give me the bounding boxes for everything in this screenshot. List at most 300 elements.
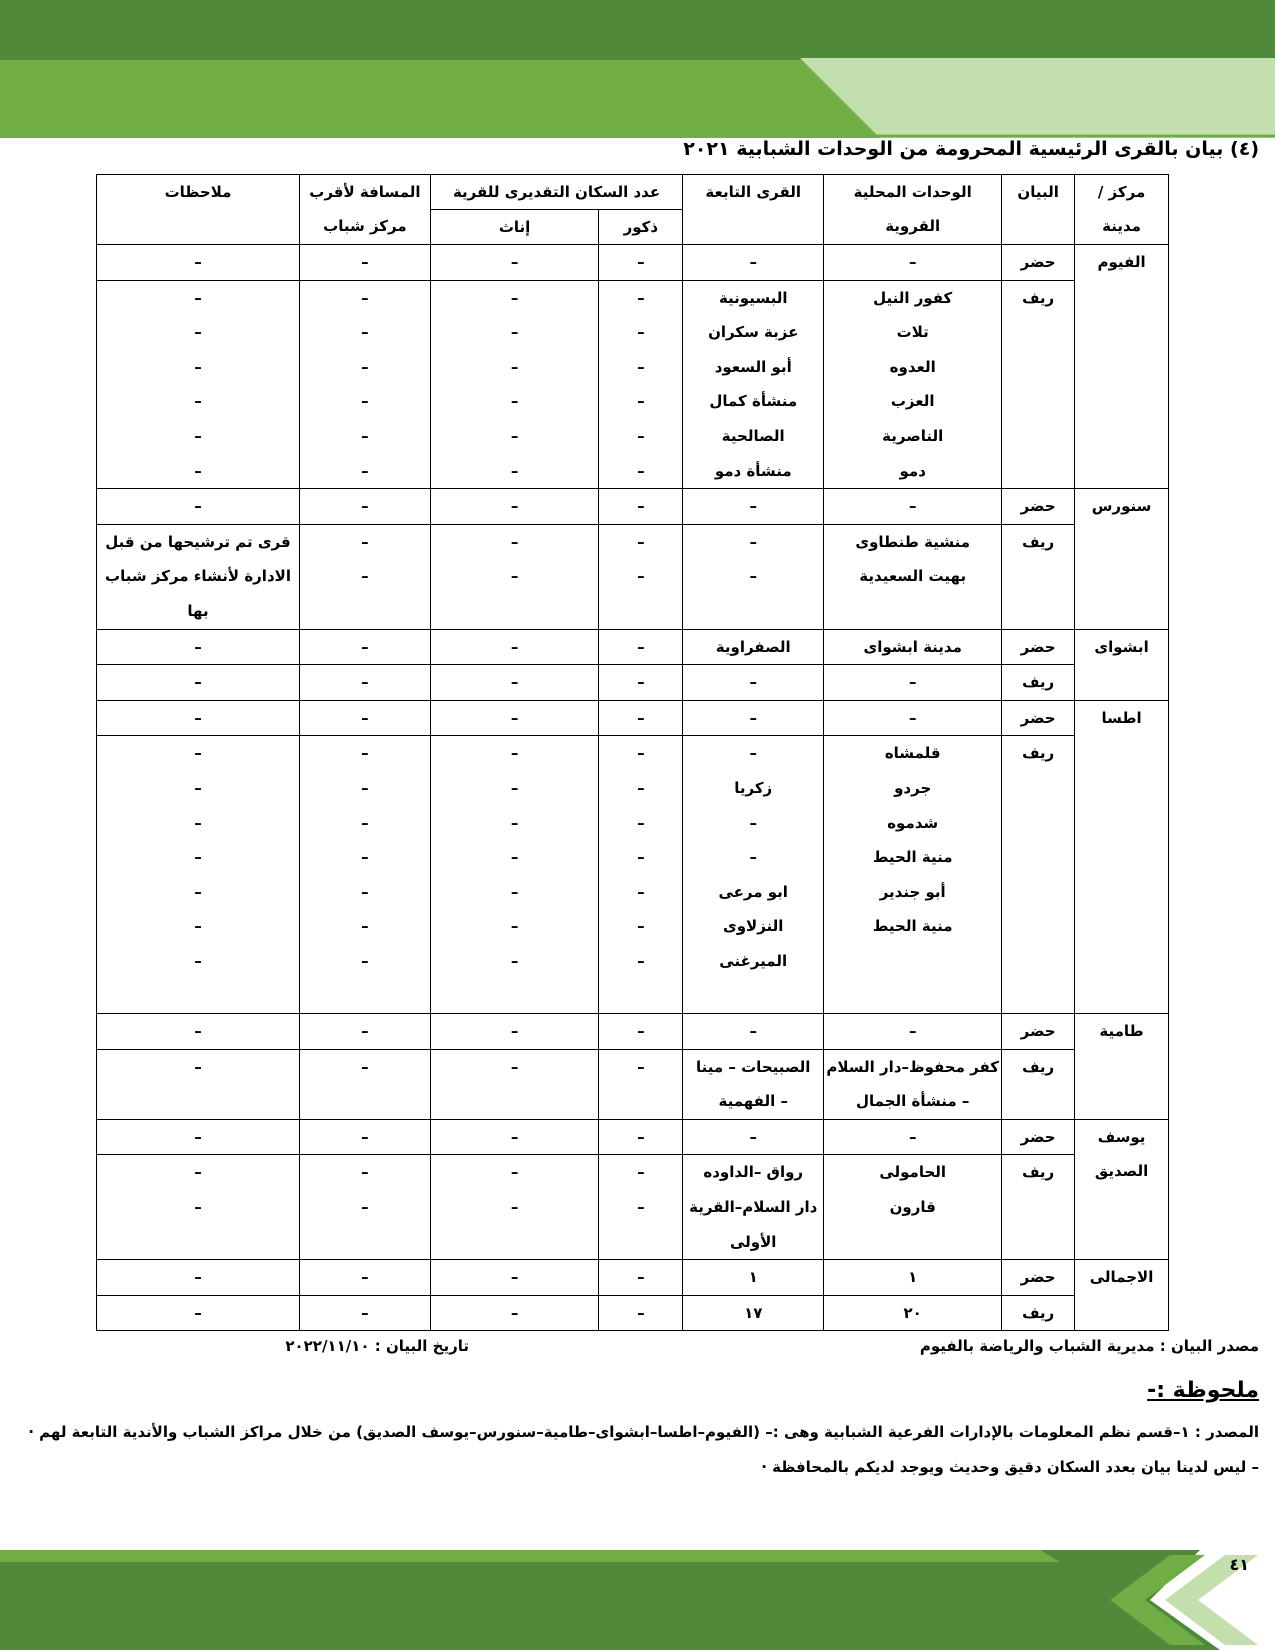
wahdat-cell (824, 489, 1002, 525)
notes-value: – (194, 392, 202, 411)
type-cell (1002, 700, 1075, 736)
markaz-name: الفيوم (1097, 253, 1146, 271)
masafa-cell (300, 489, 431, 525)
area-type: ريف (1022, 1057, 1055, 1076)
table-row (97, 280, 1169, 489)
notes-value: – (194, 1268, 202, 1287)
footer-banner (0, 1550, 1275, 1650)
qura-value: الميرغنى (719, 951, 788, 970)
markaz-cell (1075, 629, 1169, 700)
zukur-cell (599, 1295, 683, 1331)
qura-value: ابو مرعى (718, 882, 788, 901)
zukur-cell (599, 629, 683, 665)
inath-cell (430, 1049, 599, 1119)
qura-value: الصفراوية (715, 637, 791, 656)
qura-value: – (749, 744, 757, 763)
zukur-cell (599, 665, 683, 701)
type-cell (1002, 1260, 1075, 1296)
zukur-value: – (637, 532, 645, 551)
qura-value: – (749, 813, 757, 832)
type-cell (1002, 736, 1075, 1014)
inath-value: – (510, 1127, 519, 1146)
masafa-value: – (361, 882, 369, 901)
notes-cell (97, 1260, 300, 1296)
inath-cell (430, 524, 599, 629)
masafa-cell (300, 700, 431, 736)
masafa-value (300, 1225, 430, 1260)
wahdat-value: – (908, 673, 917, 692)
markaz-cell (1075, 489, 1169, 629)
qura-cell (683, 1295, 824, 1331)
wahdat-cell (824, 1119, 1002, 1155)
area-type: حضر (1020, 637, 1056, 656)
zukur-cell (599, 700, 683, 736)
qura-cell (683, 736, 824, 1014)
masafa-value: – (361, 392, 369, 411)
qura-value: – (749, 1127, 757, 1146)
zukur-value: – (637, 848, 645, 867)
wahdat-value (824, 978, 1001, 1013)
inath-cell (430, 665, 599, 701)
wahdat-cell (824, 1155, 1002, 1260)
notes-value: بها (187, 601, 209, 620)
notes-cell (97, 665, 300, 701)
masafa-cell (300, 1295, 431, 1331)
notes-cell (97, 1155, 300, 1260)
inath-cell (430, 736, 599, 1014)
notes-value: – (194, 917, 202, 936)
zukur-value: – (637, 917, 645, 936)
markaz-name: سنورس (1091, 497, 1152, 516)
qura-value: – (749, 848, 757, 867)
notes-value: – (194, 744, 202, 763)
wahdat-value: – (908, 253, 917, 271)
masafa-value (300, 978, 430, 1013)
wahdat-value: قارون (889, 1198, 936, 1217)
page-title: (٤) بيان بالقرى الرئيسية المحرومة من الوحدات الشبابية ٢٠٢١ (683, 138, 1259, 160)
qura-cell (683, 280, 824, 489)
inath-value: – (510, 288, 519, 307)
wahdat-value: مدينة ابشواى (863, 637, 962, 656)
markaz-name: يوسف (1097, 1127, 1146, 1146)
inath-cell (430, 700, 599, 736)
type-cell (1002, 524, 1075, 629)
inath-cell (430, 1260, 599, 1296)
qura-value: – (749, 497, 757, 516)
type-cell (1002, 1119, 1075, 1155)
zukur-value: – (637, 426, 645, 445)
qura-cell (683, 245, 824, 281)
notes-title: ملحوظة :- (1147, 1378, 1259, 1403)
inath-value: – (510, 1057, 519, 1076)
masafa-value: – (361, 288, 369, 307)
header-banner (0, 0, 1275, 138)
zukur-value: – (637, 1268, 645, 1287)
qura-cell (683, 524, 824, 629)
notes-cell (97, 736, 300, 1014)
notes-cell (97, 1295, 300, 1331)
notes-value: – (194, 673, 202, 692)
note-1: المصدر : ١–قسم نظم المعلومات بالإدارات الفرعية الشبابية وهى :– (الفيوم–اطسا–ابشواى–طامية–سنورس–يوسف الصديق) من خلال مراكز الشباب والأندية التابعة لهم · (28, 1423, 1259, 1441)
notes-cell (97, 524, 300, 629)
inath-value: – (510, 426, 519, 445)
markaz-name: الصديق (1094, 1162, 1149, 1181)
zukur-cell (599, 1155, 683, 1260)
table-row (97, 1155, 1169, 1260)
notes-cell (97, 1014, 300, 1050)
qura-value (683, 594, 823, 629)
notes-value: – (194, 951, 202, 970)
header-wahdat: الوحدات المحلية القروية (824, 175, 1002, 245)
table-row (97, 1260, 1169, 1296)
notes-value: – (194, 637, 202, 656)
notes-value: – (194, 778, 202, 797)
inath-cell (430, 489, 599, 525)
zukur-value (599, 594, 682, 629)
masafa-value (300, 594, 430, 629)
masafa-value: – (361, 673, 369, 692)
notes-value: – (194, 882, 202, 901)
type-cell (1002, 489, 1075, 525)
type-cell (1002, 1155, 1075, 1260)
inath-cell (430, 245, 599, 281)
notes-cell (97, 280, 300, 489)
zukur-value: – (637, 1303, 645, 1322)
zukur-value: – (637, 673, 645, 692)
inath-cell (430, 629, 599, 665)
masafa-value: – (361, 1303, 369, 1322)
header-qura: القرى التابعة (683, 175, 824, 245)
masafa-value: – (361, 951, 369, 970)
wahdat-value (824, 594, 1001, 629)
masafa-value: – (361, 744, 369, 763)
qura-value: الأولى (730, 1232, 777, 1251)
table-row (97, 1014, 1169, 1050)
masafa-value: – (361, 778, 369, 797)
qura-value: – (749, 532, 757, 551)
wahdat-value: ١ (908, 1268, 918, 1287)
notes-value: الادارة لأنشاء مركز شباب (105, 567, 291, 586)
qura-cell (683, 1049, 824, 1119)
qura-cell (683, 629, 824, 665)
wahdat-cell (824, 524, 1002, 629)
wahdat-value: – (908, 1127, 917, 1146)
wahdat-cell (824, 736, 1002, 1014)
source-text: مصدر البيان : مديرية الشباب والرياضة بالفيوم (919, 1337, 1259, 1355)
wahdat-value: دمو (899, 461, 926, 480)
qura-value: النزلاوى (722, 917, 784, 936)
notes-value: – (194, 1163, 202, 1182)
inath-cell (430, 1014, 599, 1050)
type-cell (1002, 280, 1075, 489)
markaz-cell (1075, 1260, 1169, 1331)
wahdat-value: شدموه (887, 813, 939, 832)
deprived-villages-table (96, 174, 1169, 1331)
masafa-value: – (361, 637, 369, 656)
header-sukkan: عدد السكان التقديرى للقرية (430, 175, 682, 210)
qura-value: – (749, 708, 757, 727)
zukur-value: – (637, 778, 645, 797)
qura-cell (683, 1260, 824, 1296)
masafa-value: – (361, 1163, 369, 1182)
masafa-value: – (361, 253, 369, 271)
qura-value: ١ (748, 1268, 758, 1287)
type-cell (1002, 1014, 1075, 1050)
table-row (97, 1119, 1169, 1155)
qura-value: أبو السعود (714, 357, 792, 376)
wahdat-value: كفر محفوظ–دار السلام (826, 1057, 999, 1076)
table-row (97, 736, 1169, 1014)
qura-value: عزبة سكران (708, 323, 799, 342)
notes-value: – (194, 1022, 202, 1041)
qura-cell (683, 700, 824, 736)
notes-value: – (194, 426, 202, 445)
wahdat-value: أبو جندير (879, 882, 946, 901)
zukur-value (599, 1225, 682, 1260)
inath-value (431, 1084, 599, 1119)
inath-value: – (510, 848, 519, 867)
notes-value: – (194, 357, 202, 376)
zukur-value: – (637, 708, 645, 727)
inath-value: – (510, 744, 519, 763)
wahdat-value: – (908, 708, 917, 727)
masafa-cell (300, 1014, 431, 1050)
zukur-value: – (637, 497, 645, 516)
note-2: – ليس لدينا بيان بعدد السكان دقيق وحديث ويوجد لديكم بالمحافظة · (761, 1458, 1259, 1476)
wahdat-value: العدوه (889, 357, 936, 376)
header-masafa: المسافة لأقرب مركز شباب (300, 175, 431, 245)
markaz-cell (1075, 700, 1169, 1013)
qura-value: منشأة كمال (709, 392, 798, 411)
notes-value: – (194, 813, 202, 832)
markaz-name: الاجمالى (1089, 1268, 1154, 1287)
notes-cell (97, 700, 300, 736)
inath-cell (430, 1119, 599, 1155)
area-type: حضر (1020, 253, 1056, 271)
wahdat-cell (824, 1014, 1002, 1050)
zukur-value: – (637, 1198, 645, 1217)
table-row (97, 629, 1169, 665)
header-bayan: البيان (1002, 175, 1075, 245)
inath-value: – (510, 1022, 519, 1041)
inath-value: – (510, 253, 519, 271)
inath-cell (430, 280, 599, 489)
wahdat-cell (824, 665, 1002, 701)
zukur-value: – (637, 392, 645, 411)
masafa-value: – (361, 567, 369, 586)
wahdat-cell (824, 700, 1002, 736)
masafa-cell (300, 1119, 431, 1155)
qura-cell (683, 1014, 824, 1050)
notes-cell (97, 1049, 300, 1119)
table-row (97, 489, 1169, 525)
table-row (97, 524, 1169, 629)
inath-value: – (510, 497, 519, 516)
inath-value: – (510, 1303, 519, 1322)
notes-cell (97, 1119, 300, 1155)
zukur-value: – (637, 882, 645, 901)
notes-value: – (194, 848, 202, 867)
notes-value (97, 1225, 299, 1260)
wahdat-value: تلات (896, 323, 929, 342)
zukur-cell (599, 1049, 683, 1119)
area-type: ريف (1022, 744, 1055, 763)
zukur-value: – (637, 323, 645, 342)
table-row (97, 665, 1169, 701)
type-cell (1002, 665, 1075, 701)
notes-value (97, 978, 299, 1013)
notes-value: – (194, 288, 202, 307)
area-type: ريف (1022, 532, 1055, 551)
zukur-value: – (637, 744, 645, 763)
wahdat-value (824, 944, 1001, 979)
masafa-cell (300, 736, 431, 1014)
wahdat-value: منية الحيط (872, 917, 953, 936)
area-type: ريف (1022, 673, 1055, 692)
wahdat-cell (824, 245, 1002, 281)
wahdat-value: ٢٠ (903, 1303, 922, 1322)
inath-value: – (510, 917, 519, 936)
qura-value: – (749, 567, 757, 586)
notes-value (97, 1084, 299, 1119)
qura-value: زكريا (734, 778, 773, 797)
inath-value: – (510, 1163, 519, 1182)
zukur-cell (599, 245, 683, 281)
qura-value: دار السلام–القرية (689, 1198, 818, 1217)
table-row (97, 245, 1169, 281)
notes-value: – (194, 1057, 202, 1076)
wahdat-value: منية الحيط (872, 848, 953, 867)
type-cell (1002, 629, 1075, 665)
zukur-cell (599, 1119, 683, 1155)
markaz-cell (1075, 1014, 1169, 1120)
wahdat-cell (824, 1049, 1002, 1119)
inath-value (431, 978, 599, 1013)
masafa-cell (300, 1260, 431, 1296)
page-number: ٤١ (1229, 1555, 1249, 1574)
zukur-value: – (637, 1022, 645, 1041)
masafa-cell (300, 665, 431, 701)
masafa-value: – (361, 1127, 369, 1146)
qura-value: ١٧ (744, 1303, 763, 1322)
header-markaz: مركز / مدينة (1075, 175, 1169, 245)
wahdat-value: – (908, 1022, 917, 1041)
type-cell (1002, 245, 1075, 281)
zukur-value: – (637, 1127, 645, 1146)
qura-value: البسيونية (718, 288, 788, 307)
notes-value: – (194, 708, 202, 727)
wahdat-cell (824, 1295, 1002, 1331)
notes-cell (97, 489, 300, 525)
area-type: حضر (1020, 497, 1056, 516)
qura-cell (683, 1155, 824, 1260)
markaz-cell (1075, 245, 1169, 489)
zukur-value: – (637, 288, 645, 307)
markaz-name: طامية (1099, 1022, 1144, 1041)
wahdat-value: منشية طنطاوى (855, 532, 971, 551)
type-cell (1002, 1049, 1075, 1119)
qura-value (683, 978, 823, 1013)
masafa-value: – (361, 813, 369, 832)
zukur-value: – (637, 253, 645, 271)
zukur-value: – (637, 461, 645, 480)
masafa-value: – (361, 461, 369, 480)
area-type: حضر (1020, 708, 1056, 727)
inath-value: – (510, 357, 519, 376)
notes-value: – (194, 1127, 202, 1146)
masafa-cell (300, 629, 431, 665)
qura-cell (683, 1119, 824, 1155)
date-text: تاريخ البيان : ٢٠٢٢/١١/١٠ (285, 1337, 469, 1355)
inath-value: – (510, 392, 519, 411)
notes-value: قرى تم ترشيحها من قبل (105, 532, 291, 551)
qura-cell (683, 489, 824, 525)
qura-value: – (749, 253, 757, 271)
masafa-value: – (361, 708, 369, 727)
masafa-value: – (361, 848, 369, 867)
qura-cell (683, 665, 824, 701)
inath-value: – (510, 708, 519, 727)
inath-value: – (510, 323, 519, 342)
wahdat-cell (824, 1260, 1002, 1296)
inath-cell (430, 1295, 599, 1331)
area-type: حضر (1020, 1022, 1056, 1041)
qura-value: – (749, 1022, 757, 1041)
zukur-cell (599, 524, 683, 629)
qura-value: – الفهمية (718, 1092, 788, 1111)
zukur-value: – (637, 1163, 645, 1182)
wahdat-cell (824, 280, 1002, 489)
masafa-value (300, 1084, 430, 1119)
masafa-value: – (361, 323, 369, 342)
table-row (97, 1295, 1169, 1331)
wahdat-value: كفور النيل (873, 288, 953, 307)
wahdat-value: جردو (894, 778, 932, 797)
wahdat-value: – منشأة الجمال (855, 1092, 970, 1111)
zukur-cell (599, 489, 683, 525)
masafa-value: – (361, 1198, 369, 1217)
notes-value: – (194, 1303, 202, 1322)
notes-value: – (194, 253, 202, 271)
zukur-cell (599, 1014, 683, 1050)
wahdat-cell (824, 629, 1002, 665)
masafa-cell (300, 1049, 431, 1119)
zukur-cell (599, 280, 683, 489)
area-type: حضر (1020, 1268, 1056, 1287)
header-inath: إناث (430, 210, 599, 245)
inath-value: – (510, 1198, 519, 1217)
inath-value (431, 1225, 599, 1260)
wahdat-value: بهيت السعيدية (859, 567, 967, 586)
notes-value: – (194, 323, 202, 342)
masafa-value: – (361, 1022, 369, 1041)
masafa-cell (300, 524, 431, 629)
masafa-cell (300, 280, 431, 489)
zukur-cell (599, 1260, 683, 1296)
inath-value: – (510, 567, 519, 586)
notes-cell (97, 629, 300, 665)
inath-value: – (510, 637, 519, 656)
zukur-value: – (637, 637, 645, 656)
notes-value: – (194, 461, 202, 480)
inath-value: – (510, 778, 519, 797)
inath-value: – (510, 951, 519, 970)
masafa-value: – (361, 917, 369, 936)
zukur-value: – (637, 567, 645, 586)
wahdat-value: العزب (890, 392, 935, 411)
markaz-name: اطسا (1101, 708, 1142, 727)
inath-value: – (510, 532, 519, 551)
